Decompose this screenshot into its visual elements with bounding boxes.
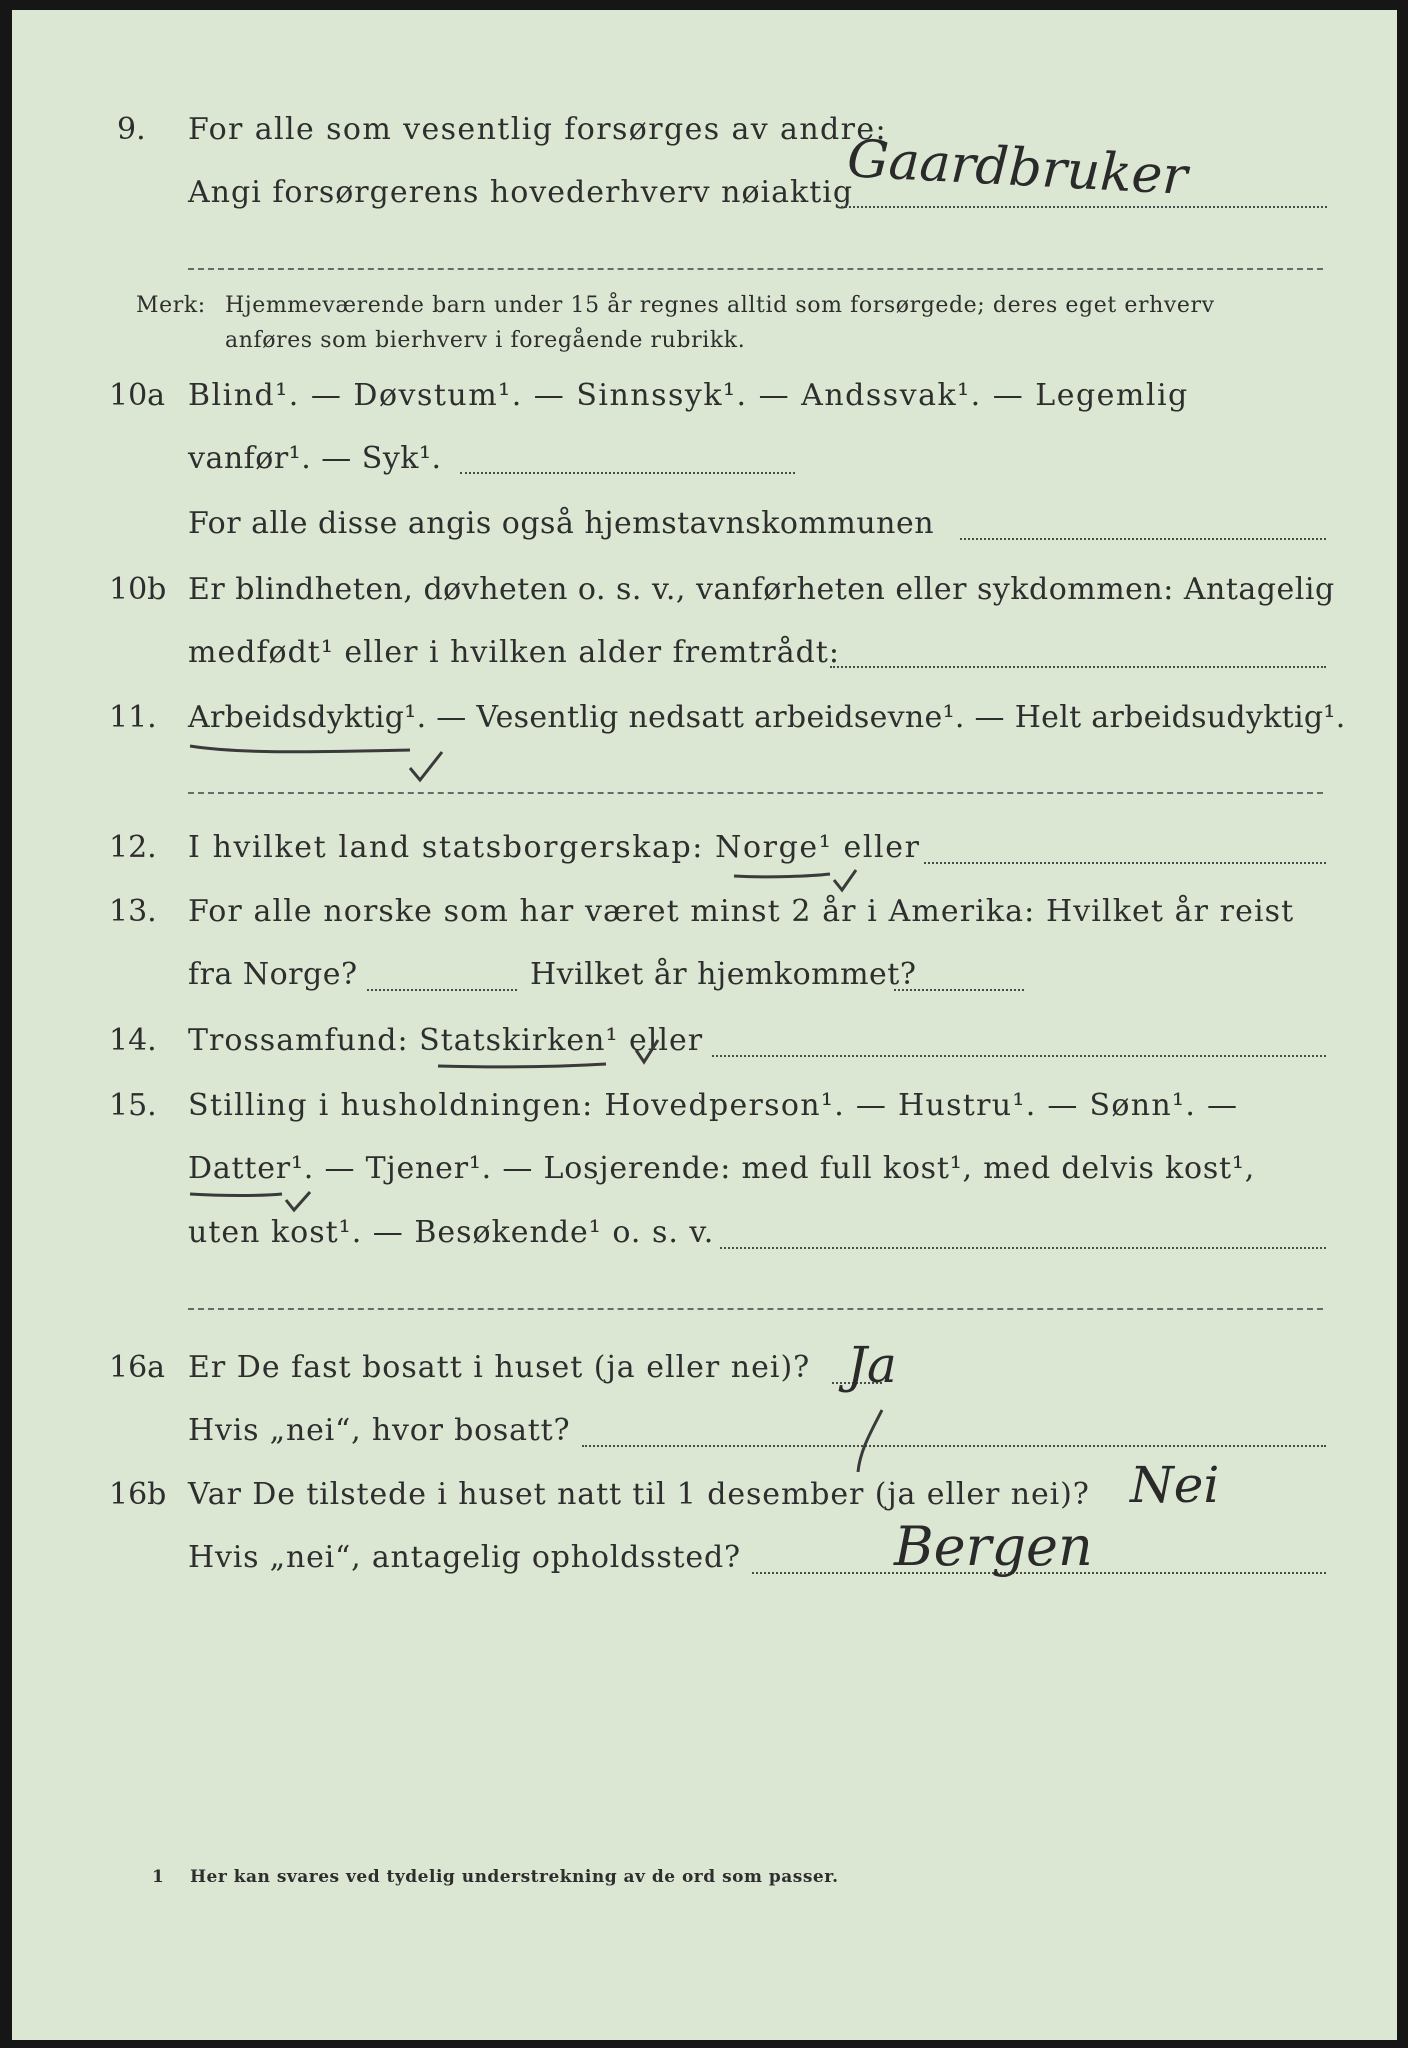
arbeidsdyktig-underline <box>190 746 410 752</box>
q16b-number: 16b <box>109 1477 167 1512</box>
census-form-page <box>12 10 1397 2040</box>
q10b-number: 10b <box>109 572 167 607</box>
check-mark-icon <box>636 1040 658 1062</box>
q14-line1: Trossamfund: Statskirken¹ eller <box>188 1023 704 1058</box>
statskirken-underline <box>438 1064 606 1067</box>
q12-line1: I hvilket land statsborgerskap: Norge¹ eller <box>188 830 921 865</box>
q16b-handwritten-answer2: Bergen <box>894 1515 1093 1578</box>
norge-underline <box>734 874 830 877</box>
q10a-number: 10a <box>109 378 166 413</box>
q16a-handwritten-answer: Ja <box>847 1336 897 1394</box>
q9-number: 9. <box>117 112 146 147</box>
q15-line1: Stilling i husholdningen: Hovedperson¹. — Hustru¹. — Sønn¹. — <box>188 1088 1239 1123</box>
check-mark-icon <box>286 1192 310 1210</box>
q13-number: 13. <box>109 894 157 929</box>
footnote-text: Her kan svares ved tydelig understrekning av de ord som passer. <box>190 1867 839 1887</box>
q16a-line2: Hvis „nei“, hvor bosatt? <box>188 1413 571 1448</box>
datter-underline <box>190 1194 282 1196</box>
q13-line2b: Hvilket år hjemkommet? <box>530 957 917 992</box>
handwritten-marks <box>12 10 1397 2040</box>
q9-line2: Angi forsørgerens hovederhverv nøiaktig <box>188 175 854 210</box>
q11-line1: Arbeidsdyktig¹. — Vesentlig nedsatt arbeidsevne¹. — Helt arbeidsudyktig¹. <box>188 700 1346 735</box>
q10b-line1: Er blindheten, døvheten o. s. v., vanførheten eller sykdommen: Antagelig <box>188 572 1335 607</box>
check-mark-icon <box>834 870 856 890</box>
footnote-mark: 1 <box>152 1867 165 1887</box>
q10b-line2: medfødt¹ eller i hvilken alder fremtrådt: <box>188 635 840 670</box>
q14-number: 14. <box>109 1023 157 1058</box>
q10a-line3: For alle disse angis også hjemstavnskommunen <box>188 506 935 541</box>
q9-handwritten-answer: Gaardbruker <box>845 129 1189 207</box>
q15-line2: Datter¹. — Tjener¹. — Losjerende: med full kost¹, med delvis kost¹, <box>188 1151 1256 1186</box>
q16b-line1: Var De tilstede i huset natt til 1 desember (ja eller nei)? <box>188 1477 1090 1512</box>
q15-line3: uten kost¹. — Besøkende¹ o. s. v. <box>188 1215 715 1250</box>
q12-number: 12. <box>109 830 157 865</box>
q15-number: 15. <box>109 1088 157 1123</box>
q10a-line1: Blind¹. — Døvstum¹. — Sinnssyk¹. — Andssvak¹. — Legemlig <box>188 378 1189 413</box>
q10a-line2: vanfør¹. — Syk¹. <box>188 441 442 476</box>
q9-line1: For alle som vesentlig forsørges av andre: <box>188 112 888 147</box>
q11-number: 11. <box>109 700 157 735</box>
q16a-number: 16a <box>109 1350 166 1385</box>
note-label: Merk: <box>136 293 206 318</box>
check-mark-icon <box>410 752 442 780</box>
note-line1: Hjemmeværende barn under 15 år regnes alltid som forsørgede; deres eget erhverv <box>225 293 1215 318</box>
q16b-handwritten-answer1: Nei <box>1130 1456 1220 1514</box>
q16a-line1: Er De fast bosatt i huset (ja eller nei)? <box>188 1350 811 1385</box>
q16b-line2: Hvis „nei“, antagelig opholdssted? <box>188 1540 741 1575</box>
q13-line2a: fra Norge? <box>188 957 358 992</box>
q13-line1: For alle norske som har været minst 2 år i Amerika: Hvilket år reist <box>188 894 1295 929</box>
ja-flourish <box>858 1410 882 1472</box>
note-line2: anføres som bierhverv i foregående rubrikk. <box>225 328 746 353</box>
